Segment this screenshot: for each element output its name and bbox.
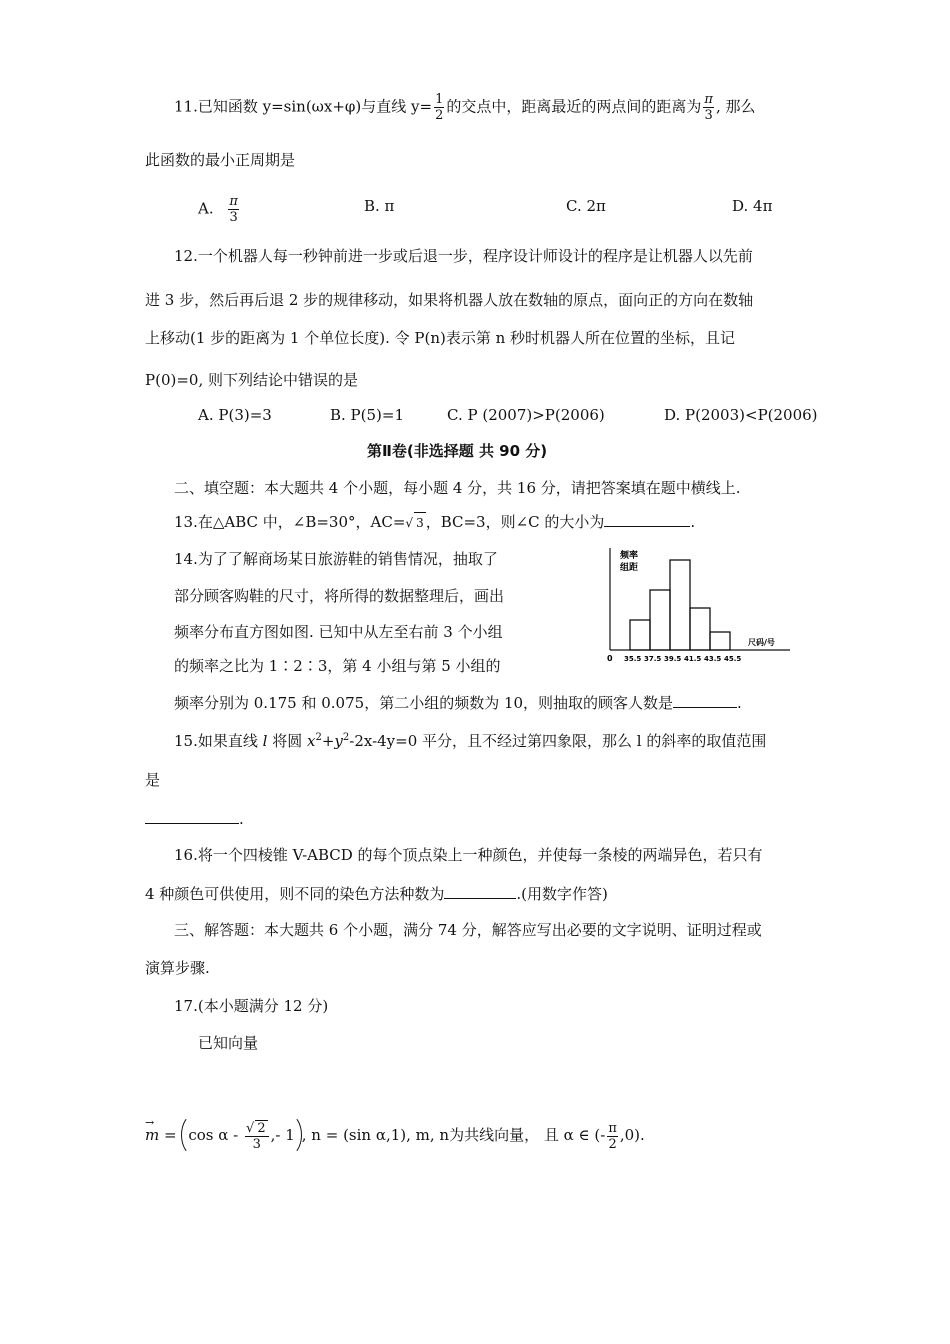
q11-line1 bbox=[174, 92, 756, 123]
q17-rest: , n = (sin α,1), m, n为共线向量， 且 α ∈ (- bbox=[301, 1126, 606, 1144]
q11-line2: 此函数的最小正周期是 bbox=[145, 151, 296, 169]
section-title: 第Ⅱ卷(非选择题 共 90 分) bbox=[367, 442, 548, 460]
vector-arrow-icon: → bbox=[145, 1116, 155, 1129]
x-tick-label: 35.5 bbox=[624, 655, 642, 663]
vector-m-components: cos α - $\frac{√ 2}{3}$ ,- 1 bbox=[181, 1114, 301, 1156]
q11-option-c: C. 2π bbox=[566, 197, 606, 215]
q14-line5: 频率分别为 0.175 和 0.075，第二小组的频数为 10，则抽取的顾客人数是 . bbox=[174, 694, 742, 712]
origin-label: 0 bbox=[607, 654, 613, 663]
q14-answer-blank[interactable] bbox=[673, 692, 737, 708]
q16-answer-blank[interactable] bbox=[444, 883, 516, 899]
q13-answer-blank[interactable] bbox=[604, 511, 690, 527]
q11-lead: 11.已知函数 y=sin(ωx+φ)与直线 y= bbox=[174, 97, 433, 116]
q11-tail: , 那么 bbox=[715, 97, 756, 116]
q15-answer-blank[interactable] bbox=[145, 808, 239, 824]
q12-option-d: D. P(2003)<P(2006) bbox=[664, 406, 818, 424]
sqrt-sign: √ bbox=[246, 1121, 255, 1136]
q11-option-a: A. $\frac{\pi}{3}$ bbox=[198, 194, 238, 225]
q17-title: 17.(本小题满分 12 分) bbox=[174, 997, 329, 1015]
q12-line3: 上移动(1 步的距离为 1 个单位长度). 令 P(n)表示第 n 秒时机器人所在位置的坐标，且记 bbox=[145, 329, 736, 347]
x-label: 尺码/号 bbox=[748, 638, 775, 647]
y-label-top: 频率 bbox=[620, 551, 639, 561]
vector-m: → m bbox=[145, 1115, 159, 1155]
q14-line2: 部分顾客购鞋的尺寸，将所得的数据整理后，画出 bbox=[174, 587, 505, 605]
histogram-bar bbox=[710, 632, 730, 650]
histogram-bar bbox=[690, 608, 710, 650]
q14-line3: 频率分布直方图如图. 已知中从左至右前 3 个小组 bbox=[174, 623, 503, 641]
y-label-bottom: 组距 bbox=[620, 563, 639, 573]
q15-line3: . bbox=[145, 808, 244, 829]
q14-line1: 14.为了了解商场某日旅游鞋的销售情况，抽取了 bbox=[174, 550, 498, 568]
q15-line1: 15.如果直线 l 将圆 $x^2+y^2-2x-4y=0$ 平分，且不经过第四象限，那么 l 的斜率的取值范围 bbox=[174, 732, 767, 750]
q15-line2: 是 bbox=[145, 771, 161, 789]
q16-line2: 4 种颜色可供使用，则不同的染色方法种数为 .(用数字作答) bbox=[145, 885, 608, 903]
q12-option-c: C. P (2007)>P(2006) bbox=[447, 406, 605, 424]
histogram-bar bbox=[670, 560, 690, 650]
sqrt-three: 3 bbox=[414, 512, 426, 533]
sqrt-sign: √ bbox=[405, 516, 414, 530]
fraction-pi-over-3: $\frac{\pi}{3}$ bbox=[704, 92, 713, 123]
x-tick-label: 43.5 bbox=[704, 655, 722, 663]
fill-intro: 二、填空题：本大题共 4 个小题，每小题 4 分，共 16 分，请把答案填在题中横线上. bbox=[174, 479, 741, 497]
fraction-sqrt2-over-3: $\frac{√ 2}{3}$ bbox=[245, 1120, 269, 1152]
q14-line4: 的频率之比为 1∶2∶3，第 4 小组与第 5 小组的 bbox=[174, 657, 501, 675]
q12-option-a: A. P(3)=3 bbox=[198, 406, 272, 424]
x-tick-label: 39.5 bbox=[664, 655, 682, 663]
q16-line1: 16.将一个四棱锥 V-ABCD 的每个顶点染上一种颜色，并使每一条棱的两端异色，若只有 bbox=[174, 846, 763, 864]
q17-vector-equation: → m = cos α - $\frac{√ 2}{3}$ ,- 1 , n = (sin α,1), m, n为共线向量， 且 α ∈ (- $\frac{\pi}{2}$ ,0). bbox=[145, 1114, 645, 1164]
x-tick-label: 45.5 bbox=[724, 655, 742, 663]
q17-given: 已知向量 bbox=[198, 1034, 259, 1052]
line-l: l bbox=[262, 732, 268, 750]
histogram-bar bbox=[630, 620, 650, 650]
answer-intro-line1: 三、解答题：本大题共 6 个小题，满分 74 分，解答应写出必要的文字说明、证明过程或 bbox=[174, 921, 762, 939]
q12-line4: P(0)=0, 则下列结论中错误的是 bbox=[145, 371, 358, 389]
q12-option-b: B. P(5)=1 bbox=[330, 406, 405, 424]
q11-option-d: D. 4π bbox=[732, 197, 773, 215]
fraction-pi-over-3-option: $\frac{\pi}{3}$ bbox=[229, 194, 238, 225]
histogram-bar bbox=[650, 590, 670, 650]
q13-line: 13.在△ABC 中，∠B=30°，AC=√ 3 ，BC=3，则∠C 的大小为 . bbox=[174, 513, 696, 531]
x-tick-label: 41.5 bbox=[684, 655, 702, 663]
q12-line2: 进 3 步，然后再后退 2 步的规律移动，如果将机器人放在数轴的原点，面向正的方向在数轴 bbox=[145, 291, 754, 309]
q12-line1: 12.一个机器人每一秒钟前进一步或后退一步，程序设计师设计的程序是让机器人以先前 bbox=[174, 247, 753, 265]
q11-mid: 的交点中，距离最近的两点间的距离为 bbox=[446, 97, 702, 116]
frequency-histogram bbox=[600, 544, 800, 666]
q11-option-b: B. π bbox=[364, 197, 395, 215]
fraction-one-half: $\frac{1}{2}$ bbox=[435, 92, 444, 123]
x-tick-label: 37.5 bbox=[644, 655, 662, 663]
fraction-pi-over-2: $\frac{\pi}{2}$ bbox=[608, 1120, 617, 1152]
answer-intro-line2: 演算步骤. bbox=[145, 959, 210, 977]
